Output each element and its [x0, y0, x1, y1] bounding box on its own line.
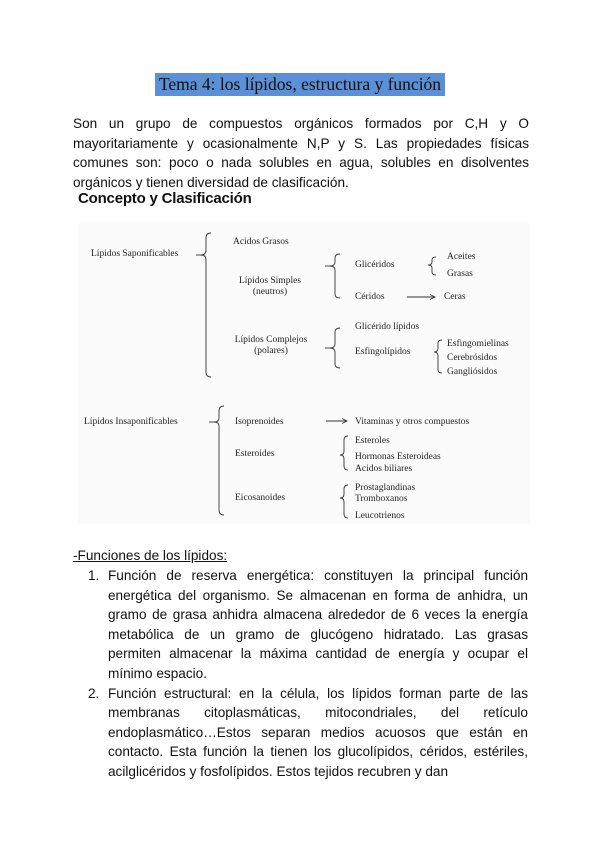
list-item-number: 1.	[88, 568, 100, 583]
brace-simples	[330, 254, 340, 298]
brace-gliceridos	[428, 257, 436, 275]
brace-complejos	[330, 328, 340, 368]
label-ceras: Ceras	[444, 292, 466, 302]
list-item-number: 2.	[88, 685, 100, 701]
label-eicosanoides: Eicosanoides	[235, 493, 286, 503]
label-aceites: Aceites	[447, 252, 476, 262]
intro-paragraph: Son un grupo de compuestos orgánicos formados por C,H y O mayoritariamente y ocasionalmente N,P y S. Las propiedades físicas comunes son: poco o nada solubles en agua, solubles en disolventes orgánicos y tienen diversidad de clasificación.	[73, 116, 529, 190]
label-vitaminas: Vitaminas y otros compuestos	[355, 417, 470, 427]
label-saponificables: Lípidos Saponificables	[91, 249, 179, 259]
classification-diagram	[78, 222, 530, 524]
brace-eicosanoides	[340, 485, 348, 518]
section-heading: Concepto y Clasificación	[78, 190, 252, 207]
label-simples	[230, 276, 310, 298]
label-acidos-grasos: Acidos Grasos	[233, 237, 289, 247]
brace-esfingolipidos	[434, 340, 442, 373]
label-esfingolipidos: Esfingolípidos	[355, 347, 411, 357]
functions-title	[73, 548, 227, 563]
label-gliceridos: Glicéridos	[355, 260, 395, 270]
list-item	[88, 566, 528, 684]
label-esfingomielinas: Esfingomielinas	[447, 339, 509, 349]
brace-saponificables	[201, 233, 211, 377]
list-item-text: Función de reserva energética: constituyen la principal función energética del organismo. Se almacenan en forma de anhidra, un gramo de grasa anhidra almacena alrededor de 6 veces la energía metabólica de un gramo de glucógeno hidratado. Las grasas permiten almacenar la máxima cantidad de energía y ocupar el mínimo espacio.	[108, 568, 528, 681]
brace-insaponificables	[214, 406, 224, 515]
label-complejos	[228, 335, 314, 357]
brace-esteroides	[340, 436, 348, 470]
label-leucotrienos: Leucotrienos	[355, 511, 405, 521]
functions-title-text: -Funciones de los lípidos	[73, 548, 224, 563]
label-grasas: Grasas	[447, 269, 473, 279]
list-item	[88, 684, 528, 782]
label-acidos-biliares: Acidos biliares	[355, 464, 413, 474]
label-simples-line2: (neutros)	[252, 287, 288, 297]
page-title: Tema 4: los lípidos, estructura y función	[155, 73, 445, 96]
label-simples-line1: Lípidos Simples	[238, 276, 302, 286]
functions-title-colon: :	[223, 548, 228, 563]
label-prostaglandinas: Prostaglandinas	[355, 483, 416, 493]
list-item-text: Función estructural: en la célula, los lípidos forman parte de las membranas citoplasmáticas, mitocondriales, del retículo endoplasmático…Estos separan medios acuosos que están en contacto. Esta función la tienen los glucolípidos, céridos, estériles, acilglicéridos y fosfolípidos. Estos tejidos recubren y dan	[108, 685, 528, 779]
label-ceridos: Céridos	[355, 292, 385, 302]
label-cerebrosidos: Cerebrósidos	[447, 353, 498, 363]
label-isoprenoides: Isoprenoides	[235, 417, 284, 427]
label-esteroides: Esteroides	[235, 449, 275, 459]
label-gangliosidos: Gangliósidos	[447, 367, 498, 377]
functions-list	[88, 566, 528, 782]
label-hormonas: Hormonas Esteroideas	[355, 452, 441, 462]
label-complejos-line2: (polares)	[254, 346, 288, 356]
title-wrap	[0, 73, 600, 96]
label-glicerolipidos: Glicérido lípidos	[355, 322, 420, 332]
label-complejos-line1: Lípidos Complejos	[234, 335, 308, 345]
label-esteroles: Esteroles	[355, 436, 390, 446]
label-insaponificables: Lípidos Insaponificables	[84, 417, 178, 427]
label-tromboxanos: Tromboxanos	[355, 494, 408, 504]
